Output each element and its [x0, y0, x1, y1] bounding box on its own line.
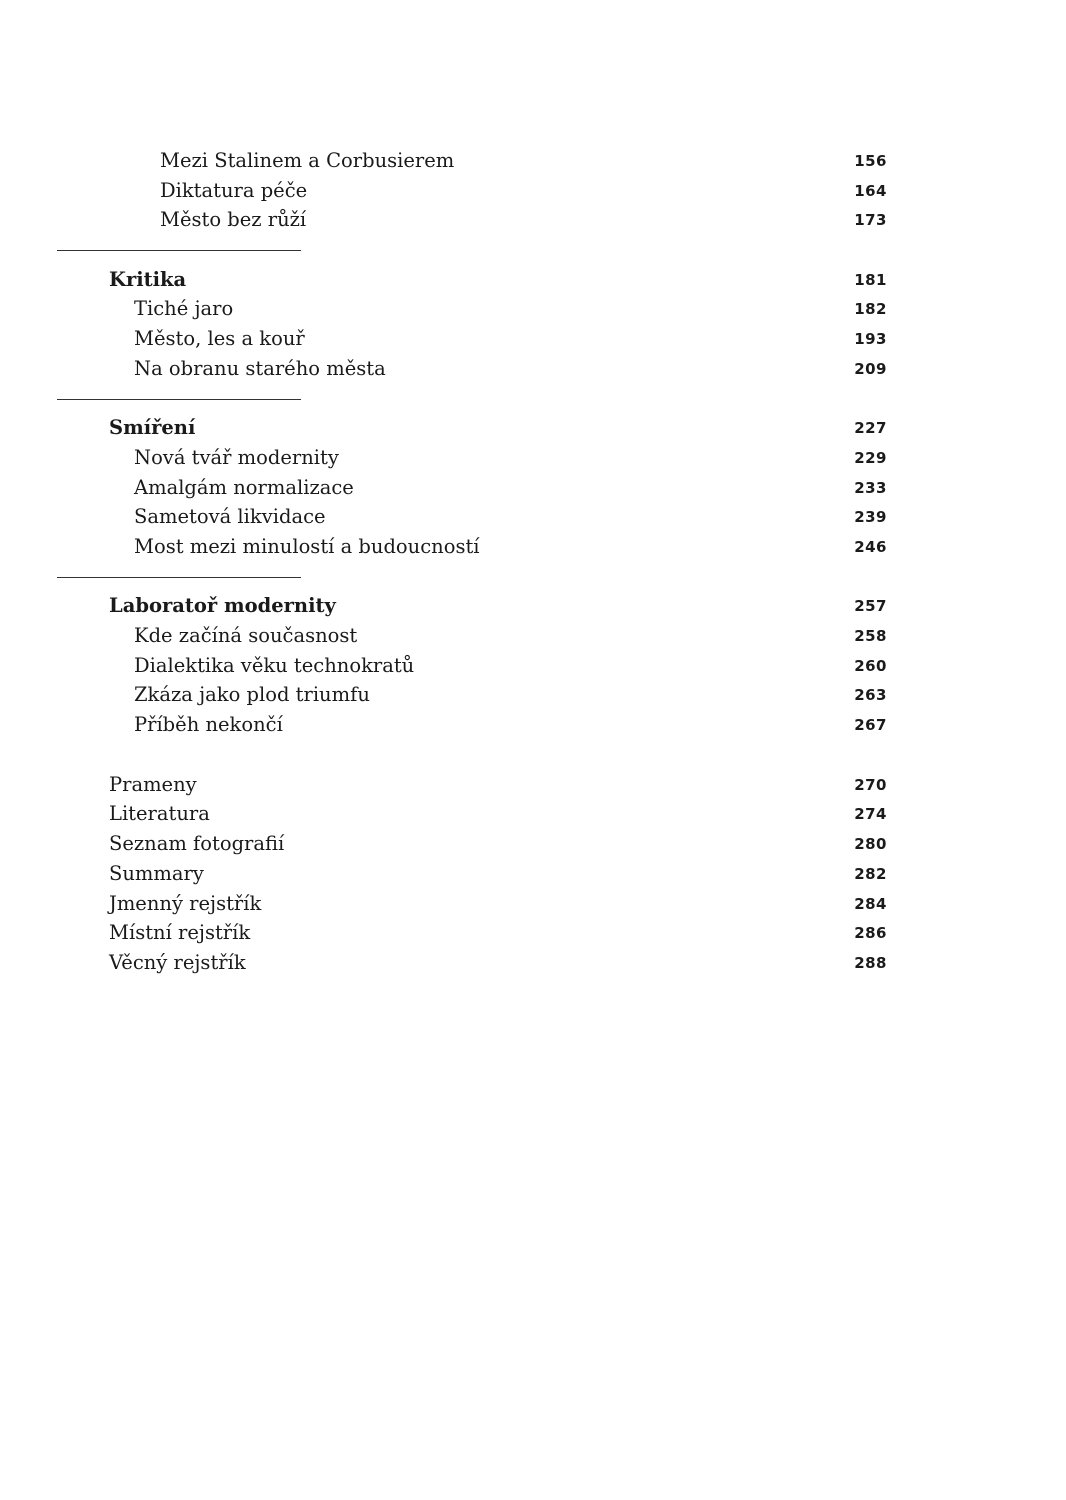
- toc-entry[interactable]: [0, 324, 1066, 354]
- toc-entry-page: 284: [854, 895, 887, 913]
- toc-appendix-entry[interactable]: [0, 829, 1066, 859]
- toc-entry[interactable]: [0, 205, 1066, 235]
- toc-entry[interactable]: [0, 532, 1066, 562]
- toc-heading-page: 257: [854, 597, 887, 615]
- toc-entry-title: Zkáza jako plod triumfu: [134, 683, 370, 706]
- toc-section-heading[interactable]: [0, 265, 1066, 295]
- toc-appendix-entry[interactable]: [0, 770, 1066, 800]
- toc-entry-page: 267: [854, 716, 887, 734]
- toc-heading-title: Laboratoř modernity: [109, 594, 336, 617]
- toc-entry-title: Místní rejstřík: [109, 921, 251, 944]
- toc-entry-page: 270: [854, 776, 887, 794]
- toc-entry-title: Amalgám normalizace: [134, 476, 354, 499]
- toc-entry-page: 274: [854, 805, 887, 823]
- toc-appendix-entry[interactable]: [0, 889, 1066, 919]
- toc-entry-title: Literatura: [109, 802, 210, 825]
- toc-heading-page: 181: [854, 271, 887, 289]
- toc-entry-page: 246: [854, 538, 887, 556]
- toc-entry-title: Dialektika věku technokratů: [134, 654, 415, 677]
- toc-entry[interactable]: [0, 443, 1066, 473]
- toc-entry[interactable]: [0, 680, 1066, 710]
- toc-entry-title: Město, les a kouř: [134, 327, 305, 350]
- section-divider: [57, 250, 301, 251]
- toc-section-heading[interactable]: [0, 591, 1066, 621]
- toc-entry[interactable]: [0, 176, 1066, 206]
- toc-entry-title: Mezi Stalinem a Corbusierem: [160, 149, 455, 172]
- toc-entry-page: 164: [854, 182, 887, 200]
- toc-entry-page: 263: [854, 686, 887, 704]
- toc-appendix-entry[interactable]: [0, 799, 1066, 829]
- toc-entry-title: Věcný rejstřík: [109, 951, 246, 974]
- toc-entry-title: Sametová likvidace: [134, 505, 326, 528]
- toc-entry[interactable]: [0, 294, 1066, 324]
- toc-entry-page: 288: [854, 954, 887, 972]
- section-divider: [57, 577, 301, 578]
- toc-heading-title: Smíření: [109, 416, 196, 439]
- toc-entry-title: Summary: [109, 862, 204, 885]
- toc-section-heading[interactable]: [0, 413, 1066, 443]
- toc-entry-title: Tiché jaro: [134, 297, 234, 320]
- toc-entry-page: 260: [854, 657, 887, 675]
- toc-entry-page: 286: [854, 924, 887, 942]
- toc-entry-title: Prameny: [109, 773, 197, 796]
- toc-entry-page: 239: [854, 508, 887, 526]
- toc-heading-page: 227: [854, 419, 887, 437]
- toc-entry-page: 229: [854, 449, 887, 467]
- section-divider: [57, 399, 301, 400]
- toc-entry-title: Na obranu starého města: [134, 357, 386, 380]
- toc-appendix-entry[interactable]: [0, 948, 1066, 978]
- toc-entry-title: Město bez růží: [160, 208, 307, 231]
- toc-entry-title: Příběh nekončí: [134, 713, 283, 736]
- toc-entry[interactable]: [0, 502, 1066, 532]
- toc-entry-page: 156: [854, 152, 887, 170]
- toc-entry-page: 173: [854, 211, 887, 229]
- toc-entry-page: 209: [854, 360, 887, 378]
- toc-entry-page: 282: [854, 865, 887, 883]
- toc-entry[interactable]: [0, 621, 1066, 651]
- toc-appendix-entry[interactable]: [0, 918, 1066, 948]
- toc-entry[interactable]: [0, 710, 1066, 740]
- toc-entry-title: Jmenný rejstřík: [109, 892, 262, 915]
- toc-entry-title: Nová tvář modernity: [134, 446, 339, 469]
- toc-entry-title: Diktatura péče: [160, 179, 308, 202]
- toc-entry[interactable]: [0, 146, 1066, 176]
- toc-entry-page: 233: [854, 479, 887, 497]
- toc-entry-page: 280: [854, 835, 887, 853]
- toc-entry[interactable]: [0, 473, 1066, 503]
- toc-entry[interactable]: [0, 651, 1066, 681]
- toc-entry-page: 182: [854, 300, 887, 318]
- toc-entry-title: Seznam fotografií: [109, 832, 285, 855]
- toc-heading-title: Kritika: [109, 268, 187, 291]
- toc-entry-page: 258: [854, 627, 887, 645]
- toc-entry-page: 193: [854, 330, 887, 348]
- toc-entry-title: Most mezi minulostí a budoucností: [134, 535, 480, 558]
- toc-entry-title: Kde začíná současnost: [134, 624, 358, 647]
- toc-entry[interactable]: [0, 354, 1066, 384]
- toc-appendix-entry[interactable]: [0, 859, 1066, 889]
